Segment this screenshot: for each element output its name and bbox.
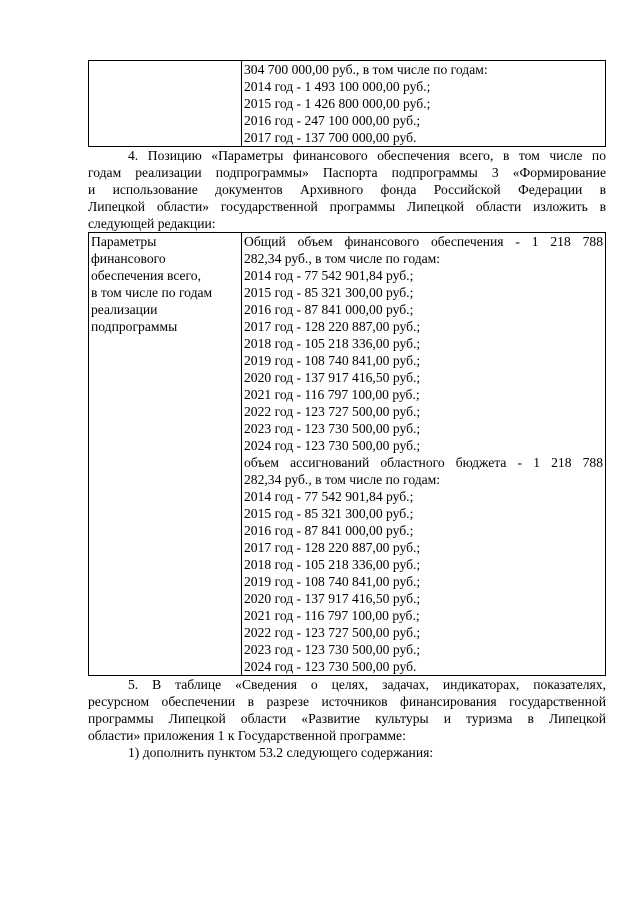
value-line: 2017 год - 137 700 000,00 руб. bbox=[244, 130, 417, 145]
label-line: в том числе по годам bbox=[91, 285, 213, 300]
value-line: 2020 год - 137 917 416,50 руб.; bbox=[244, 370, 421, 385]
value-line: 304 700 000,00 руб., в том числе по годам: bbox=[244, 62, 488, 77]
table-row bbox=[89, 233, 606, 676]
paragraph-4 bbox=[88, 147, 606, 232]
value-line: 2016 год - 87 841 000,00 руб.; bbox=[244, 523, 414, 538]
funding-table-top bbox=[88, 60, 606, 147]
value-line: 2015 год - 85 321 300,00 руб.; bbox=[244, 506, 414, 521]
value-line: 2014 год - 77 542 901,84 руб.; bbox=[244, 268, 414, 283]
value-line: объем ассигнований областного бюджета - 1 218 788 bbox=[244, 455, 603, 470]
value-line: 2024 год - 123 730 500,00 руб. bbox=[244, 659, 417, 674]
value-line: 282,34 руб., в том числе по годам: bbox=[244, 472, 441, 487]
paragraph-6 bbox=[88, 744, 606, 761]
value-line: 2016 год - 247 100 000,00 руб.; bbox=[244, 113, 421, 128]
label-line: реализации bbox=[91, 302, 158, 317]
value-line: 2015 год - 85 321 300,00 руб.; bbox=[244, 285, 414, 300]
value-line: 2014 год - 1 493 100 000,00 руб.; bbox=[244, 79, 431, 94]
paragraph-5 bbox=[88, 676, 606, 744]
value-line: 2019 год - 108 740 841,00 руб.; bbox=[244, 574, 421, 589]
document-page bbox=[88, 60, 606, 761]
value-line: 2015 год - 1 426 800 000,00 руб.; bbox=[244, 96, 431, 111]
value-line: 2017 год - 128 220 887,00 руб.; bbox=[244, 319, 421, 334]
paragraph-line: 5. В таблице «Сведения о целях, задачах, индикаторах, показателях, bbox=[128, 677, 606, 692]
table-row bbox=[89, 61, 606, 147]
paragraph-line: и использование документов Архивного фонда Российской Федерации в bbox=[88, 182, 606, 197]
table-cell-values bbox=[242, 233, 606, 676]
value-line: 2018 год - 105 218 336,00 руб.; bbox=[244, 336, 421, 351]
table-cell-empty bbox=[89, 61, 242, 147]
label-line: Параметры bbox=[91, 234, 157, 249]
label-line: финансового bbox=[91, 251, 166, 266]
paragraph-line: следующей редакции: bbox=[88, 216, 216, 231]
value-line: 2016 год - 87 841 000,00 руб.; bbox=[244, 302, 414, 317]
paragraph-line: области» приложения 1 к Государственной программе: bbox=[88, 728, 406, 743]
value-line: Общий объем финансового обеспечения - 1 218 788 bbox=[244, 234, 603, 249]
paragraph-line: Липецкой области» государственной программы Липецкой области изложить в bbox=[88, 199, 606, 214]
value-line: 2020 год - 137 917 416,50 руб.; bbox=[244, 591, 421, 606]
value-line: 2023 год - 123 730 500,00 руб.; bbox=[244, 642, 421, 657]
value-line: 2022 год - 123 727 500,00 руб.; bbox=[244, 404, 421, 419]
label-line: обеспечения всего, bbox=[91, 268, 201, 283]
table-cell-label bbox=[89, 233, 242, 676]
value-line: 2017 год - 128 220 887,00 руб.; bbox=[244, 540, 421, 555]
table-cell-values bbox=[242, 61, 606, 147]
value-line: 282,34 руб., в том числе по годам: bbox=[244, 251, 441, 266]
value-line: 2018 год - 105 218 336,00 руб.; bbox=[244, 557, 421, 572]
paragraph-line: 1) дополнить пунктом 53.2 следующего содержания: bbox=[128, 745, 434, 760]
value-line: 2019 год - 108 740 841,00 руб.; bbox=[244, 353, 421, 368]
paragraph-line: 4. Позицию «Параметры финансового обеспечения всего, в том числе по bbox=[128, 148, 606, 163]
label-line: подпрограммы bbox=[91, 319, 178, 334]
value-line: 2023 год - 123 730 500,00 руб.; bbox=[244, 421, 421, 436]
paragraph-line: годам реализации подпрограммы» Паспорта подпрограммы 3 «Формирование bbox=[88, 165, 606, 180]
paragraph-line: программы Липецкой области «Развитие культуры и туризма в Липецкой bbox=[88, 711, 606, 726]
funding-table-main bbox=[88, 232, 606, 676]
value-line: 2014 год - 77 542 901,84 руб.; bbox=[244, 489, 414, 504]
value-line: 2021 год - 116 797 100,00 руб.; bbox=[244, 387, 420, 402]
value-line: 2024 год - 123 730 500,00 руб.; bbox=[244, 438, 421, 453]
value-line: 2022 год - 123 727 500,00 руб.; bbox=[244, 625, 421, 640]
paragraph-line: ресурсном обеспечении в разрезе источников финансирования государственной bbox=[88, 694, 606, 709]
value-line: 2021 год - 116 797 100,00 руб.; bbox=[244, 608, 420, 623]
